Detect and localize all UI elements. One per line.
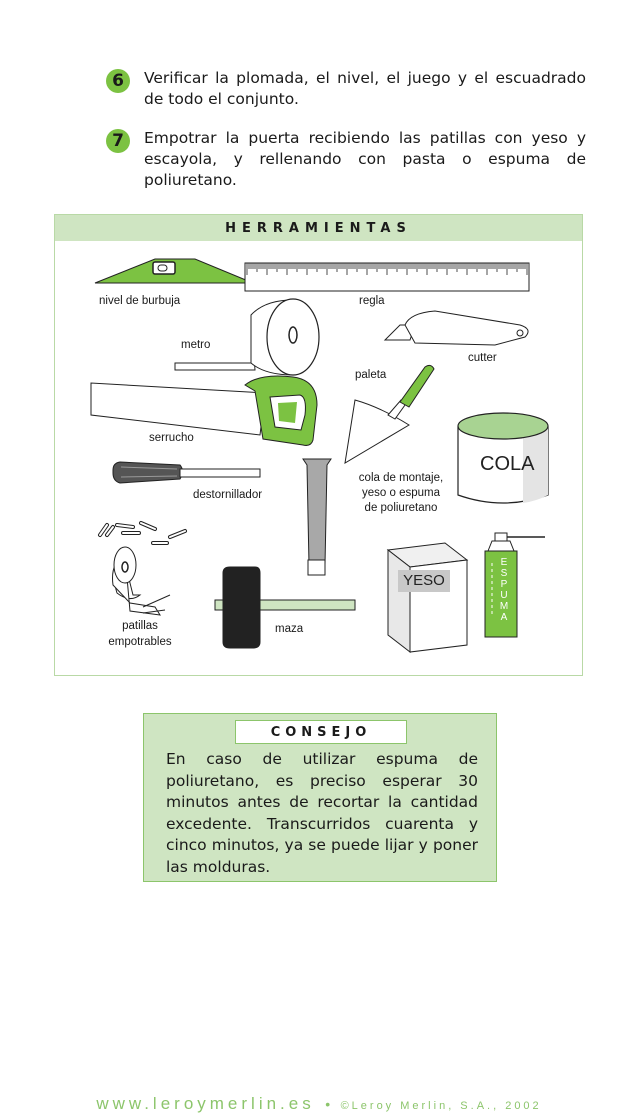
label-maza: maza <box>275 623 304 635</box>
step-text: Verificar la plomada, el nivel, el juego y el escuadrado de todo el conjunto. <box>144 69 586 108</box>
footer <box>0 1094 638 1114</box>
saw-icon <box>91 376 317 445</box>
cola-package-text: COLA <box>480 453 535 475</box>
step-number-badge: 6 <box>106 69 130 93</box>
plaster-bag-icon <box>388 543 467 652</box>
foam-spray-can-icon <box>485 533 545 637</box>
mallet-icon <box>215 567 355 648</box>
ruler-icon <box>245 263 529 291</box>
label-cola: cola de montaje, yeso o espuma de poliuretano <box>358 472 444 514</box>
consejo-text: En caso de utilizar espuma de poliuretano, es preciso esperar 30 minutos antes de recortar la cantidad excedente. Transcurridos cuarenta y cinco minutos, ya se puede lijar y poner las molduras. <box>166 750 478 876</box>
caulk-tube-icon <box>303 459 331 575</box>
tools-header: HERRAMIENTAS <box>55 215 582 241</box>
label-cutter: cutter <box>468 352 497 364</box>
label-metro: metro <box>181 339 211 351</box>
label-nivel: nivel de burbuja <box>99 295 181 307</box>
yeso-package-text: YESO <box>403 572 445 589</box>
label-serrucho: serrucho <box>149 432 194 444</box>
spirit-level-icon <box>95 259 253 283</box>
footer-url[interactable]: www.leroymerlin.es <box>96 1094 315 1113</box>
label-patillas: patillas empotrables <box>108 620 172 648</box>
footer-separator: • <box>325 1096 331 1112</box>
footer-copyright: ©Leroy Merlin, S.A., 2002 <box>340 1100 542 1112</box>
label-regla: regla <box>359 295 385 307</box>
consejo-title: CONSEJO <box>235 720 407 744</box>
fixing-tabs-icon <box>100 523 185 615</box>
label-paleta: paleta <box>355 369 387 381</box>
tools-panel <box>54 214 583 676</box>
espuma-can-text: ESPUMA <box>499 557 509 623</box>
consejo-box <box>143 713 497 882</box>
step-number-badge: 7 <box>106 129 130 153</box>
step-text: Empotrar la puerta recibiendo las patillas con yeso y escayola, y rellenando con pasta o espuma de poliuretano. <box>144 129 586 189</box>
screwdriver-icon <box>113 462 260 483</box>
label-destornillador: destornillador <box>193 489 263 501</box>
step-7 <box>106 128 586 191</box>
tape-measure-icon <box>175 299 319 375</box>
cutter-icon <box>385 311 528 345</box>
step-6 <box>106 68 586 110</box>
